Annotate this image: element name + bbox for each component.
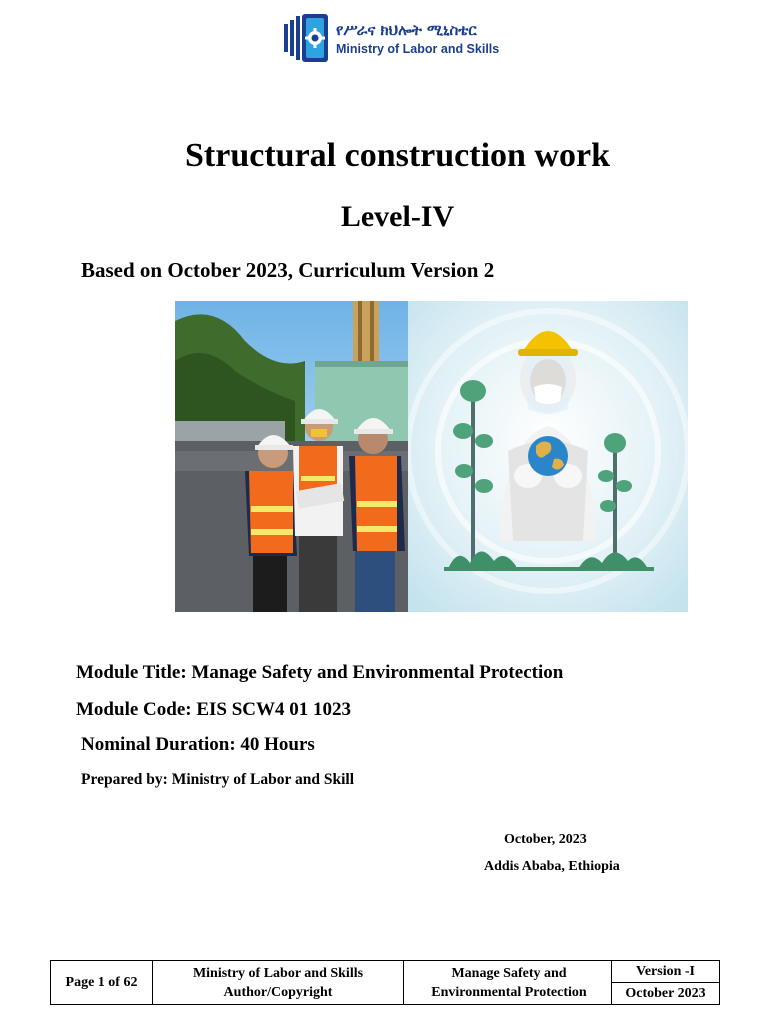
environmental-protection-illustration <box>408 301 688 612</box>
document-level: Level-IV <box>340 200 455 233</box>
footer-author <box>153 961 404 1004</box>
footer-table <box>50 960 720 1005</box>
footer-page-number <box>51 961 153 1004</box>
footer-date: October 2023 <box>625 986 706 1001</box>
curriculum-basis: Based on October 2023, Curriculum Version 2 <box>81 258 495 282</box>
footer-module-line2: Environmental Protection <box>431 984 587 1000</box>
footer-author-line1: Ministry of Labor and Skills <box>192 965 364 981</box>
ministry-name-english: Ministry of Labor and Skills <box>336 42 500 56</box>
publication-date: October, 2023 <box>504 832 587 847</box>
nominal-duration: Nominal Duration: 40 Hours <box>81 734 315 755</box>
construction-workers-photo <box>175 301 408 612</box>
footer-module-line1: Manage Safety and <box>451 965 567 981</box>
module-title: Module Title: Manage Safety and Environmental Protection <box>76 662 564 683</box>
ministry-logo <box>284 12 500 64</box>
ministry-name-amharic: የሥራና ክህሎት ሚኒስቴር <box>336 21 477 39</box>
publication-place: Addis Ababa, Ethiopia <box>484 859 620 874</box>
footer-version: Version -I <box>612 961 719 983</box>
footer-author-line2: Author/Copyright <box>223 984 333 1000</box>
document-title: Structural construction work <box>185 137 610 174</box>
module-code: Module Code: EIS SCW4 01 1023 <box>76 699 351 720</box>
footer-module <box>404 961 612 1004</box>
footer-page-text: Page 1 of 62 <box>65 974 138 990</box>
prepared-by: Prepared by: Ministry of Labor and Skill <box>81 771 355 788</box>
ministry-logo-icon <box>284 14 330 62</box>
